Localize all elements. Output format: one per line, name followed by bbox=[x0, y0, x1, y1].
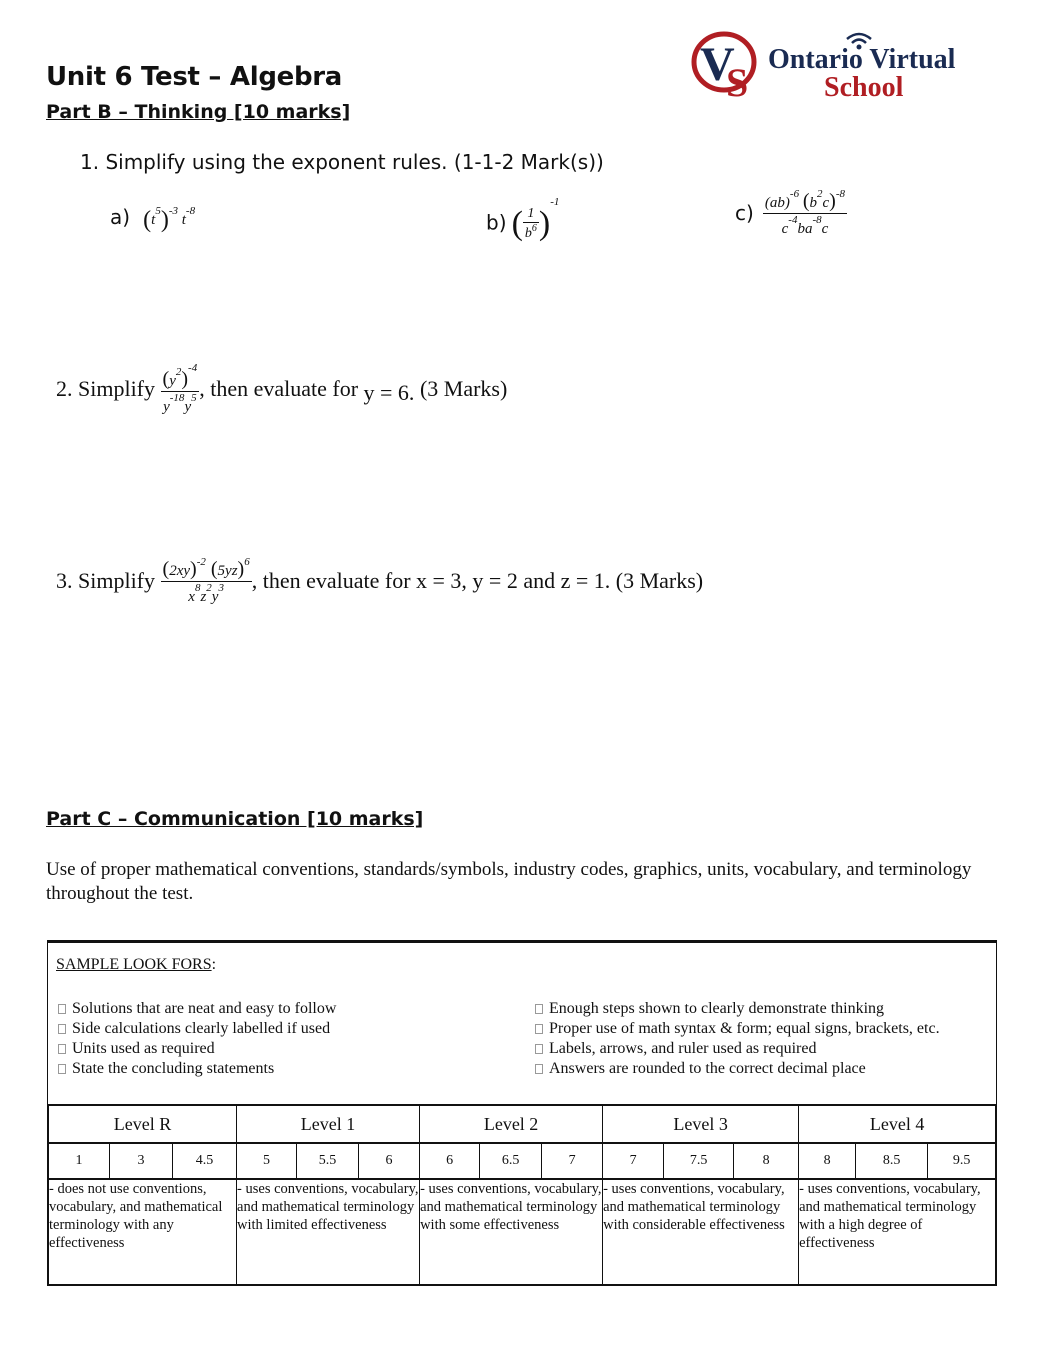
checkbox-icon bbox=[58, 1064, 66, 1074]
q1b-den-exp: 6 bbox=[531, 222, 537, 234]
q1c-den-tail: c bbox=[821, 221, 829, 237]
q2-den-y1: y bbox=[163, 399, 170, 415]
q1c-den-c: c bbox=[781, 221, 789, 237]
svg-text:V: V bbox=[700, 38, 735, 91]
levels-table bbox=[48, 1104, 996, 1285]
level-r-header: Level R bbox=[49, 1105, 237, 1143]
rubric-table bbox=[47, 940, 997, 1286]
look-for-text: Answers are rounded to the correct decimal place bbox=[549, 1060, 866, 1077]
level-2-description: - uses conventions, vocabulary, and mathematical terminology with some effectiveness bbox=[420, 1179, 603, 1285]
q1c-num-b: b bbox=[809, 195, 817, 211]
q1c-num-ab-exp: -6 bbox=[789, 188, 800, 200]
checkbox-icon bbox=[58, 1024, 66, 1034]
q1b-expression: b) ( $\frac{1}{b^6}$ )$^{-1}$ bbox=[486, 196, 560, 242]
level-3-description: - uses conventions, vocabulary, and mathematical terminology with considerable effectiveness bbox=[603, 1179, 799, 1285]
checkbox-icon bbox=[58, 1004, 66, 1014]
question-2: 2. Simplify $\frac{(y^2)^{-4}}{y^{-18}y^5}$ , then evaluate for y = 6. (3 Marks) bbox=[56, 362, 508, 415]
q3-suffix: , then evaluate for x = 3, y = 2 and z = 1. (3 Marks) bbox=[251, 568, 704, 593]
q3-den-z: z bbox=[200, 589, 207, 605]
q3-den-z-exp: 2 bbox=[206, 582, 212, 594]
q2-den-y2: y bbox=[184, 399, 192, 415]
q1c-expression: c) $\frac{(ab)^{-6} (b^2c)^{-8}}{c^{-4}ba^{-8}c}$ bbox=[735, 188, 846, 237]
page-title: Unit 6 Test – Algebra bbox=[46, 62, 343, 92]
score-cell: 5.5 bbox=[297, 1143, 359, 1179]
score-cell: 8 bbox=[734, 1143, 799, 1179]
look-fors-title-text: SAMPLE LOOK FORS bbox=[56, 956, 212, 973]
question-3: 3. Simplify $\frac{(2xy)^{-2} (5yz)^6}{x^8z^2y^3}$ , then evaluate for x = 3, y = 2 and z = 1. (3 Marks) bbox=[56, 556, 704, 605]
q1b-denominator: b bbox=[524, 225, 532, 241]
look-fors-colon: : bbox=[211, 956, 217, 973]
look-for-text: Labels, arrows, and ruler used as required bbox=[549, 1040, 817, 1057]
look-fors-right-list bbox=[535, 999, 940, 1079]
q3-den-x: x bbox=[188, 589, 195, 605]
checkbox-icon bbox=[535, 1004, 543, 1014]
q3-den-y: y bbox=[211, 589, 219, 605]
q1a-base: t bbox=[151, 212, 156, 228]
level-r-description: - does not use conventions, vocabulary, and mathematical terminology with any effectiveness bbox=[49, 1179, 237, 1285]
score-cell: 6.5 bbox=[480, 1143, 542, 1179]
q3-den-y-exp: 3 bbox=[218, 582, 224, 594]
q1b-numerator: 1 bbox=[523, 206, 539, 223]
checkbox-icon bbox=[58, 1044, 66, 1054]
level-3-header: Level 3 bbox=[603, 1105, 799, 1143]
level-1-description: - uses conventions, vocabulary, and mathematical terminology with limited effectiveness bbox=[237, 1179, 420, 1285]
q3-num-b-exp: 6 bbox=[244, 556, 250, 568]
level-2-header: Level 2 bbox=[420, 1105, 603, 1143]
q1c-label: c) bbox=[735, 201, 754, 225]
q3-den-x-exp: 8 bbox=[194, 582, 201, 594]
q2-num-outer-exp: -4 bbox=[188, 362, 198, 374]
q1c-num-ab: (ab) bbox=[764, 195, 790, 211]
q1a-tail-exp: -8 bbox=[185, 205, 196, 217]
q1c-den-c-exp: -4 bbox=[788, 214, 798, 226]
look-fors-left-list bbox=[58, 999, 336, 1079]
q2-eval: y = 6. bbox=[363, 380, 415, 406]
logo-text-line2: School bbox=[824, 72, 904, 103]
q1a-expression: a) $(t^5)^{-3}$ $t^{-8}$ bbox=[110, 205, 196, 234]
q1a-inner-exp: 5 bbox=[155, 205, 161, 217]
q3-num-b: 5yz bbox=[217, 563, 238, 579]
level-4-header: Level 4 bbox=[799, 1105, 996, 1143]
q1c-den-ba-exp: -8 bbox=[812, 214, 822, 226]
q1b-outer-exp: -1 bbox=[550, 196, 560, 208]
level-1-header: Level 1 bbox=[237, 1105, 420, 1143]
svg-text:S: S bbox=[726, 60, 749, 104]
q2-den-y2-exp: 5 bbox=[191, 392, 197, 404]
part-c-description: Use of proper mathematical conventions, standards/symbols, industry codes, graphics, units, vocabulary, and terminology throughout the test. bbox=[46, 859, 972, 904]
look-for-item bbox=[58, 999, 336, 1019]
look-for-text: State the concluding statements bbox=[72, 1060, 275, 1077]
checkbox-icon bbox=[535, 1044, 543, 1054]
look-for-text: Enough steps shown to clearly demonstrate thinking bbox=[549, 1000, 885, 1017]
look-for-item bbox=[535, 1039, 940, 1059]
q1c-num-outer-exp: -8 bbox=[835, 188, 846, 200]
score-cell: 4.5 bbox=[173, 1143, 237, 1179]
look-fors-title bbox=[56, 956, 216, 974]
part-c-heading: Part C – Communication [10 marks] bbox=[46, 808, 424, 830]
q1a-outer-exp: -3 bbox=[168, 205, 178, 217]
score-cell: 3 bbox=[110, 1143, 173, 1179]
score-cell: 7 bbox=[542, 1143, 603, 1179]
score-cell: 5 bbox=[237, 1143, 297, 1179]
score-cell: 8 bbox=[799, 1143, 856, 1179]
q2-marks: (3 Marks) bbox=[419, 376, 508, 401]
score-cell: 8.5 bbox=[856, 1143, 928, 1179]
q2-num-base: y bbox=[169, 373, 176, 389]
part-b-heading: Part B – Thinking [10 marks] bbox=[46, 101, 351, 123]
q2-suffix: , then evaluate for bbox=[199, 376, 359, 401]
checkbox-icon bbox=[535, 1024, 543, 1034]
look-for-text: Solutions that are neat and easy to follow bbox=[72, 1000, 337, 1017]
look-for-text: Proper use of math syntax & form; equal signs, brackets, etc. bbox=[549, 1020, 940, 1037]
score-cell: 1 bbox=[49, 1143, 110, 1179]
look-for-text: Units used as required bbox=[72, 1040, 215, 1057]
vs-monogram-icon bbox=[688, 22, 768, 104]
level-4-description: - uses conventions, vocabulary, and mathematical terminology with a high degree of effectiveness bbox=[799, 1179, 996, 1285]
score-cell: 7 bbox=[603, 1143, 664, 1179]
question-1-text: 1. Simplify using the exponent rules. (1-1-2 Mark(s)) bbox=[80, 150, 604, 174]
look-for-item bbox=[58, 1039, 336, 1059]
look-for-item bbox=[58, 1059, 336, 1079]
score-cell: 9.5 bbox=[928, 1143, 996, 1179]
q3-prefix: 3. Simplify bbox=[56, 568, 156, 593]
q1a-base-2: t bbox=[181, 212, 186, 228]
q2-den-y1-exp: -18 bbox=[169, 392, 185, 404]
q1c-num-c: c bbox=[822, 195, 830, 211]
q2-num-inner-exp: 2 bbox=[175, 366, 182, 378]
q1c-num-b-exp: 2 bbox=[817, 188, 823, 200]
score-cell: 7.5 bbox=[664, 1143, 734, 1179]
score-cell: 6 bbox=[420, 1143, 480, 1179]
look-for-text: Side calculations clearly labelled if used bbox=[72, 1020, 331, 1037]
q1b-label: b) bbox=[486, 210, 507, 235]
look-for-item bbox=[535, 1019, 940, 1039]
score-cell: 6 bbox=[359, 1143, 420, 1179]
look-for-item bbox=[535, 1059, 940, 1079]
q1a-label: a) bbox=[110, 205, 131, 229]
q2-prefix: 2. Simplify bbox=[56, 376, 156, 401]
look-for-item bbox=[58, 1019, 336, 1039]
q1c-den-ba: ba bbox=[797, 221, 813, 237]
q3-num-a-exp: -2 bbox=[196, 556, 206, 568]
logo-text-line1: Ontario Virtual bbox=[768, 44, 956, 75]
look-for-item bbox=[535, 999, 940, 1019]
checkbox-icon bbox=[535, 1064, 543, 1074]
q3-num-a: 2xy bbox=[169, 563, 191, 579]
